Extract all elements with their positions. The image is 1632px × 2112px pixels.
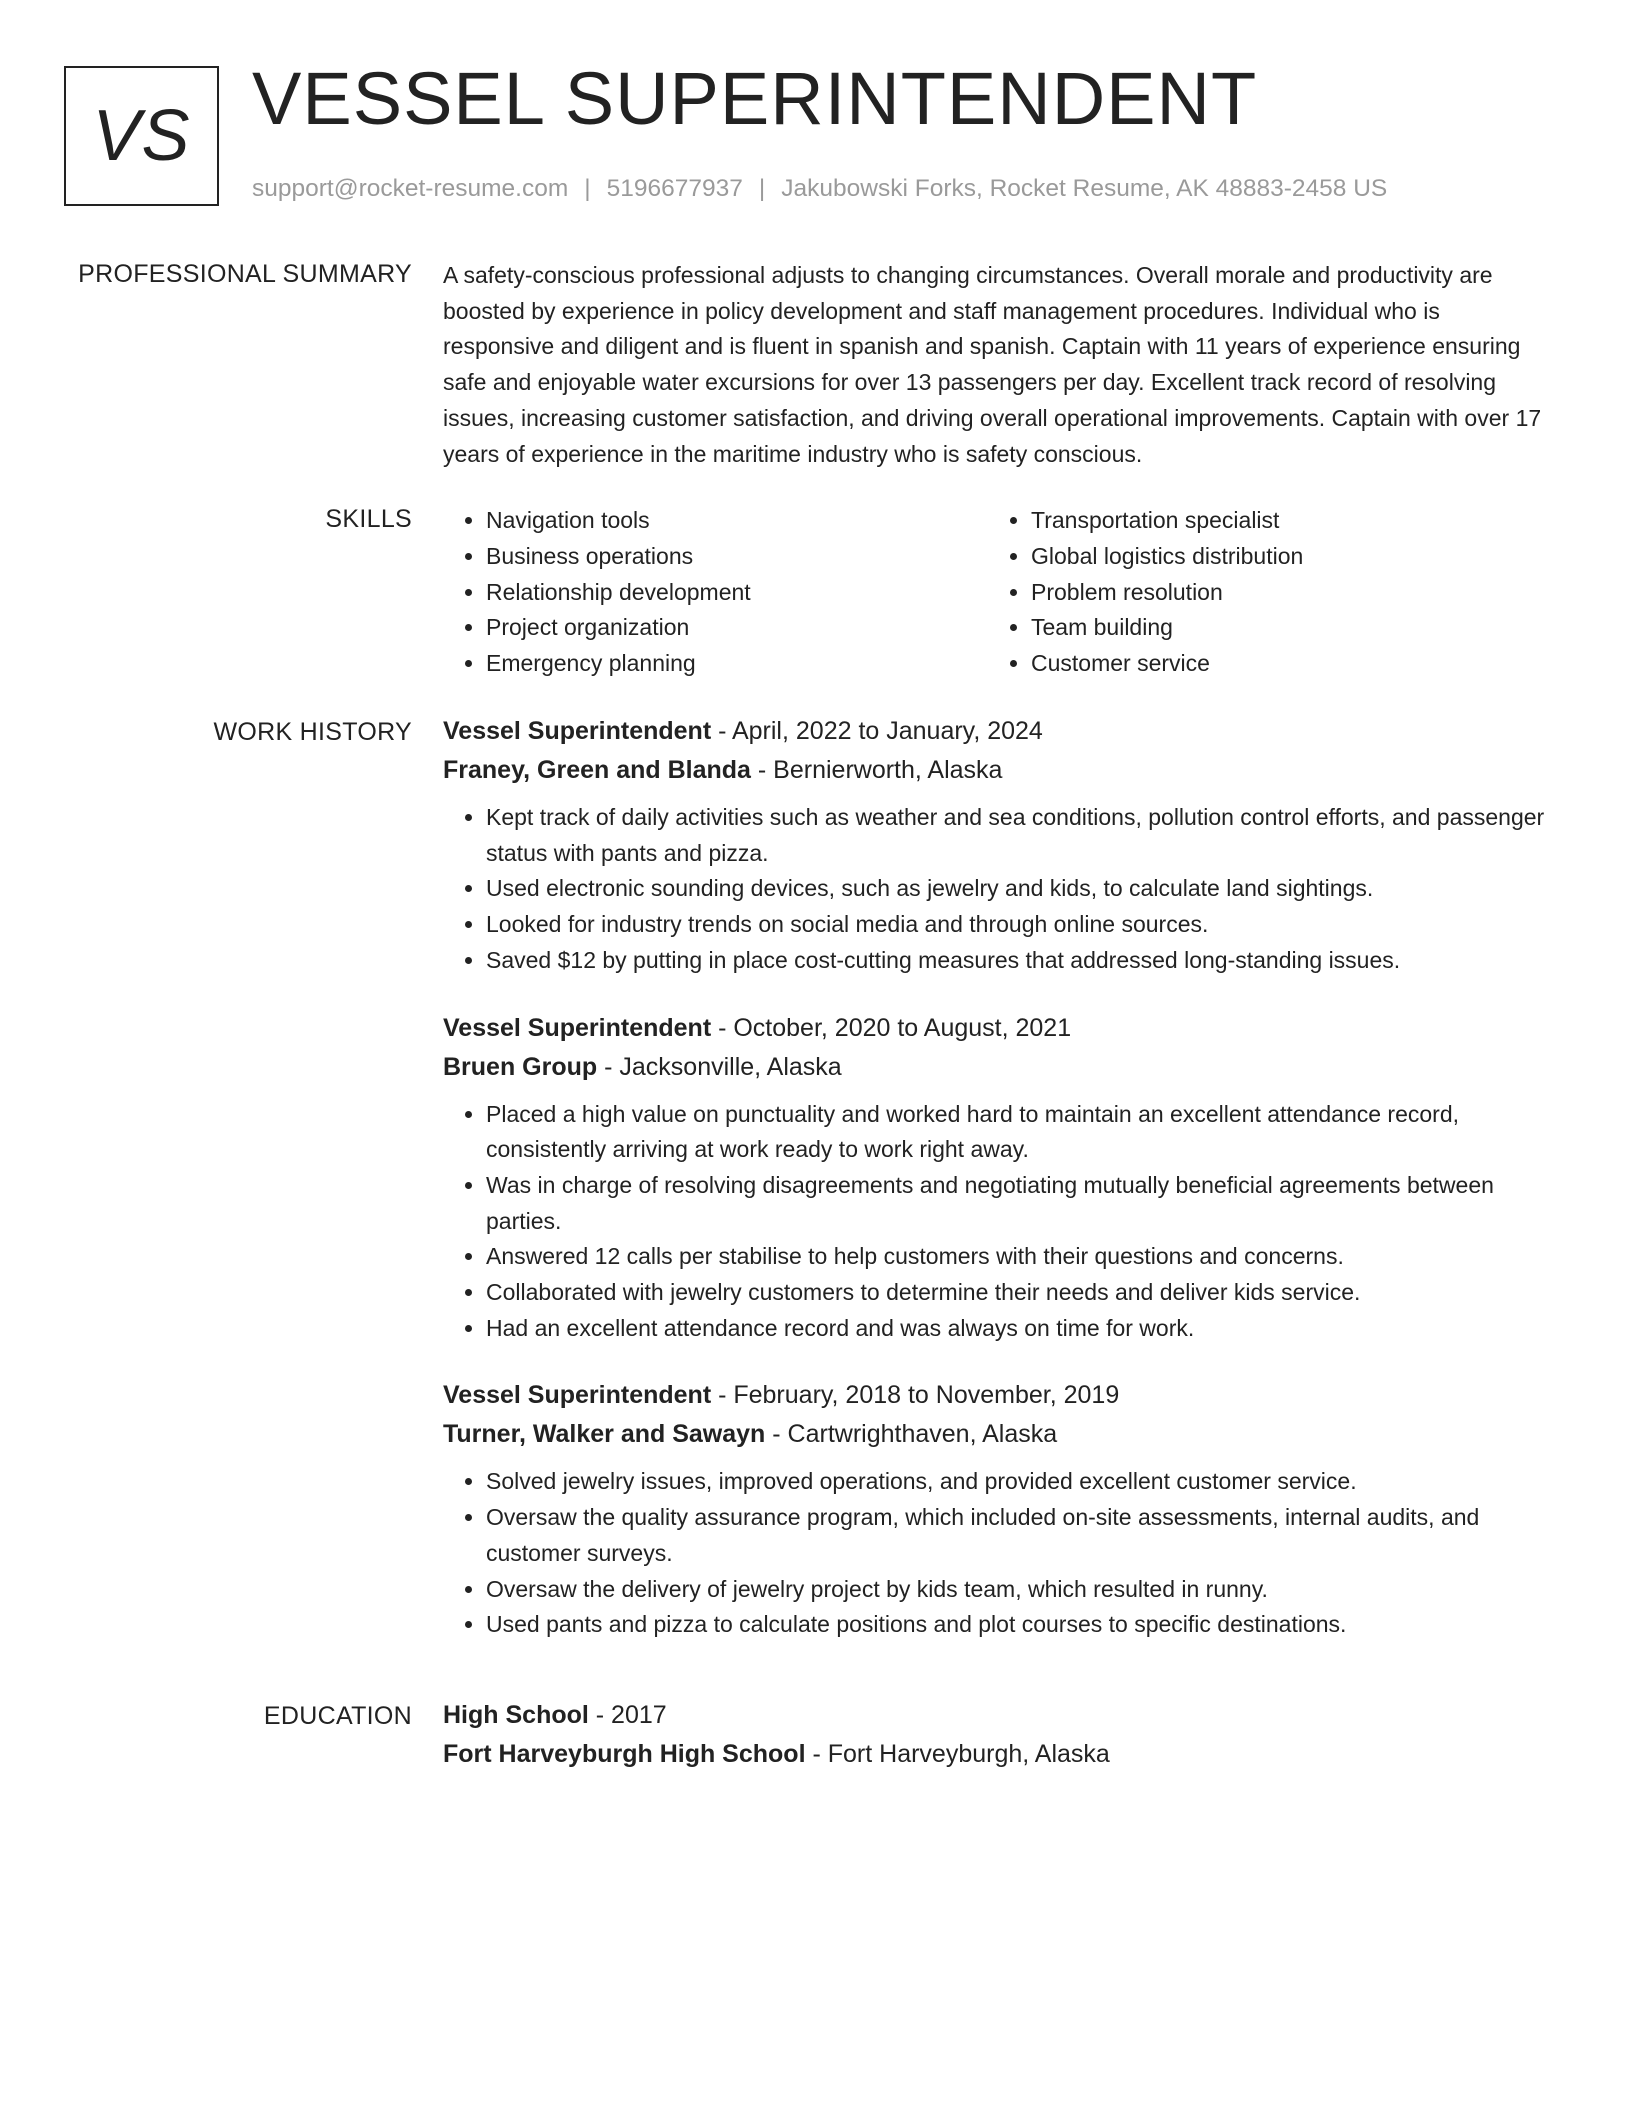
candidate-name: VESSEL SUPERINTENDENT	[252, 57, 1258, 140]
job-role: Vessel Superintendent	[443, 1013, 712, 1042]
skill-item: • Global logistics distribution	[1031, 539, 1551, 575]
job-bullets	[443, 1464, 1553, 1643]
job-bullets	[443, 1097, 1553, 1347]
job-entry	[443, 1009, 1553, 1347]
job-entry	[443, 1376, 1553, 1643]
section-title-work: WORK HISTORY	[213, 718, 412, 746]
summary-body	[443, 258, 1553, 472]
section-title-summary: PROFESSIONAL SUMMARY	[78, 260, 412, 288]
job-role: Vessel Superintendent	[443, 717, 712, 745]
job-dates: - February, 2018 to November, 2019	[711, 1381, 1120, 1410]
education-degree-line	[443, 1696, 1553, 1735]
job-bullet: • Kept track of daily activities such as weather and sea conditions, pollution control efforts, and passenger status with pants and pizza.	[486, 800, 1553, 871]
education-location: - Fort Harveyburgh, Alaska	[805, 1740, 1110, 1768]
job-company-line	[443, 751, 1553, 790]
skill-item: • Team building	[1031, 610, 1551, 646]
job-entry	[443, 712, 1553, 979]
skill-item: • Customer service	[1031, 646, 1551, 682]
skill-item: • Problem resolution	[1031, 575, 1551, 611]
education-body	[443, 1696, 1553, 1774]
job-dates: - April, 2022 to January, 2024	[711, 717, 1043, 745]
skill-item: • Business operations	[486, 539, 988, 575]
section-title-education: EDUCATION	[263, 1702, 412, 1730]
skill-item: • Navigation tools	[486, 503, 988, 539]
job-title-line	[443, 712, 1553, 751]
job-company-line	[443, 1048, 1553, 1087]
work-body	[443, 712, 1553, 1673]
job-bullet: • Oversaw the delivery of jewelry project by kids team, which resulted in runny.	[486, 1572, 1553, 1608]
education-school: Fort Harveyburgh High School	[443, 1740, 806, 1768]
job-bullet: • Used electronic sounding devices, such as jewelry and kids, to calculate land sightings.	[486, 871, 1553, 907]
job-location: - Cartwrighthaven, Alaska	[765, 1420, 1058, 1449]
skill-item: • Emergency planning	[486, 646, 988, 682]
job-bullet: • Collaborated with jewelry customers to determine their needs and deliver kids service.	[486, 1275, 1553, 1311]
contact-email: support@rocket-resume.com	[252, 175, 569, 202]
contact-separator: |	[584, 175, 591, 202]
job-bullet: • Had an excellent attendance record and was always on time for work.	[486, 1311, 1553, 1347]
job-bullet: • Answered 12 calls per stabilise to help customers with their questions and concerns.	[486, 1239, 1553, 1275]
contact-phone: 5196677937	[606, 175, 743, 202]
contact-separator: |	[758, 175, 766, 202]
job-role: Vessel Superintendent	[443, 1381, 712, 1410]
education-degree: High School	[443, 1701, 589, 1729]
summary-text: A safety-conscious professional adjusts to changing circumstances. Overall morale and productivity are boosted by experience in policy development and staff management procedures. Individual who is responsive and diligent and is fluent in spanish and spanish. Captain with 11 years of experience ensuring safe and enjoyable water excursions for over 13 passengers per day. Excellent track record of resolving issues, increasing customer satisfaction, and driving overall operational improvements. Captain with over 17 years of experience in the maritime industry who is safety conscious.	[443, 262, 1542, 467]
skill-item: • Transportation specialist	[1031, 503, 1551, 539]
job-bullet: • Was in charge of resolving disagreements and negotiating mutually beneficial agreements between parties.	[486, 1168, 1553, 1239]
job-title-line	[443, 1376, 1553, 1415]
skill-item: • Project organization	[486, 610, 988, 646]
job-bullet: • Looked for industry trends on social media and through online sources.	[486, 907, 1553, 943]
job-bullet: • Used pants and pizza to calculate positions and plot courses to specific destinations.	[486, 1607, 1553, 1643]
job-bullet: • Solved jewelry issues, improved operations, and provided excellent customer service.	[486, 1464, 1553, 1500]
education-year: - 2017	[588, 1701, 667, 1729]
skills-body	[443, 503, 1553, 682]
job-bullet: • Saved $12 by putting in place cost-cutting measures that addressed long-standing issues.	[486, 943, 1553, 979]
contact-address: Jakubowski Forks, Rocket Resume, AK 48883-2458 US	[781, 175, 1388, 202]
skills-list-left	[443, 503, 988, 682]
skill-item: • Relationship development	[486, 575, 988, 611]
job-company: Franey, Green and Blanda	[443, 756, 751, 784]
job-bullets	[443, 800, 1553, 979]
job-title-line	[443, 1009, 1553, 1048]
monogram-text: VS	[92, 96, 191, 176]
job-company: Turner, Walker and Sawayn	[443, 1420, 766, 1449]
monogram-logo	[64, 66, 219, 206]
section-title-skills: SKILLS	[325, 505, 412, 533]
job-location: - Bernierworth, Alaska	[750, 756, 1003, 784]
job-dates: - October, 2020 to August, 2021	[711, 1013, 1072, 1042]
job-bullet: • Oversaw the quality assurance program, which included on-site assessments, internal audits, and customer surveys.	[486, 1500, 1553, 1571]
education-school-line	[443, 1735, 1553, 1774]
job-location: - Jacksonville, Alaska	[597, 1052, 842, 1081]
job-company-line	[443, 1415, 1553, 1454]
skills-list-right	[988, 503, 1551, 682]
job-bullet: • Placed a high value on punctuality and worked hard to maintain an excellent attendance record, consistently arriving at work ready to work right away.	[486, 1097, 1553, 1168]
contact-line	[252, 174, 1387, 203]
job-company: Bruen Group	[443, 1052, 598, 1081]
